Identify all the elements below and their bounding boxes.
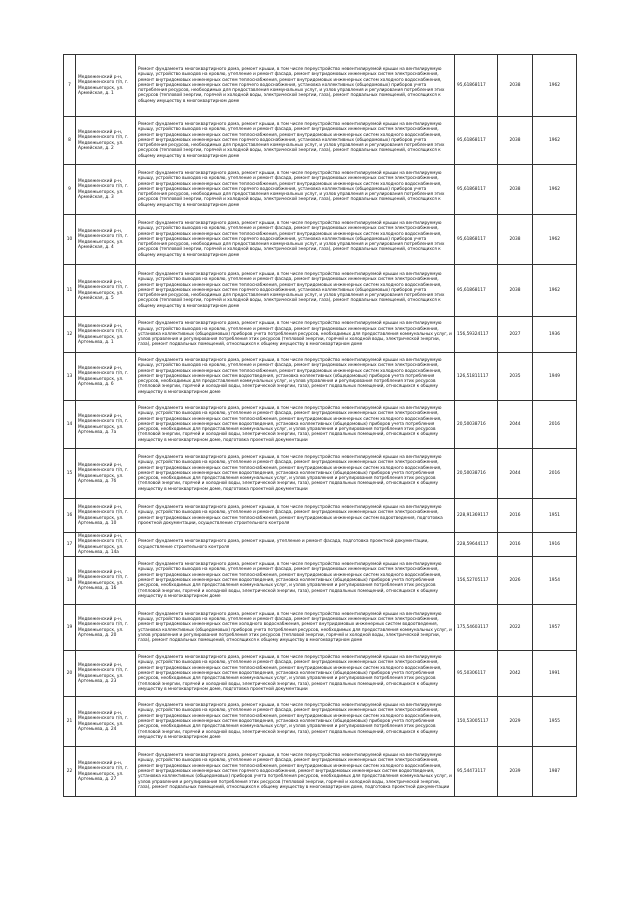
planned-year-cell: 2035 xyxy=(498,353,533,401)
table-row xyxy=(64,651,577,697)
planned-year-cell: 2044 xyxy=(498,449,533,499)
row-number-cell: 16 xyxy=(64,499,76,533)
table-row xyxy=(64,449,577,499)
cost-cell: 95,50306117 xyxy=(455,651,498,697)
cost-cell: 156,52705117 xyxy=(455,557,498,605)
planned-year-cell: 2038 xyxy=(498,55,533,117)
works-list-cell: Ремонт фундамента многоквартирного дома, ремонт крыши, в том числе переустройство невентилируемой крыши на вентилируемую крышу, устройство выходов на кровлю, утепление и ремонт фасада, ремонт внутридомовых инженерных систем электроснабжения, ремонт внутридомовых инженерных систем теплоснабжения, ремонт внутридомовых инженерных систем водоотведения, подготовка проектной документации, осуществление строительного контроля xyxy=(136,499,455,533)
works-list-cell: Ремонт фундамента многоквартирного дома, ремонт крыши, в том числе переустройство невентилируемой крыши на вентилируемую крышу, устройство выходов на кровлю, утепление и ремонт фасада, ремонт внутридомовых инженерных систем электроснабжения, ремонт внутридомовых инженерных систем теплоснабжения, ремонт внутридомовых инженерных систем холодного водоснабжения, ремонт внутридомовых инженерных систем водоотведения, установка коллективных (общедомовых) приборов учета потребления ресурсов, необходимых для предоставления коммунальных услуг, и узлов управления и регулирования потребления этих ресурсов (тепловой энергии, горячей и холодной воды, электрической энергии, газа), ремонт подвальных помещений, относящихся к общему имуществу в многоквартирном доме, подготовка проектной документации xyxy=(136,651,455,697)
row-number-cell: 12 xyxy=(64,317,76,353)
row-number-cell: 7 xyxy=(64,55,76,117)
works-list-cell: Ремонт фундамента многоквартирного дома, ремонт крыши, в том числе переустройство невентилируемой крыши на вентилируемую крышу, устройство выходов на кровлю, утепление и ремонт фасада, ремонт внутридомовых инженерных систем электроснабжения, ремонт внутридомовых инженерных систем теплоснабжения, ремонт внутридомовых инженерных систем холодного водоснабжения, ремонт внутридомовых инженерных систем горячего водоснабжения, установка коллективных (общедомовых) приборов учета потребления ресурсов, необходимых для предоставления коммунальных услуг, и узлов управления и регулирования потребления этих ресурсов (тепловой энергии, горячей и холодной воды, электрической энергии, газа), ремонт подвальных помещений, относящихся к общему имуществу в многоквартирном доме xyxy=(136,265,455,317)
build-year-cell: 1962 xyxy=(533,117,577,165)
row-number-cell: 10 xyxy=(64,215,76,265)
address-cell: Медвеженский р-н, Медвеженского г/п, г. Медвежьегорск, ул. Артемьева, д. 16 xyxy=(76,557,136,605)
works-list-cell: Ремонт фундамента многоквартирного дома, ремонт крыши, в том числе переустройство невентилируемой крыши на вентилируемую крышу, устройство выходов на кровлю, утепление и ремонт фасада, ремонт внутридомовых инженерных систем электроснабжения, ремонт внутридомовых инженерных систем теплоснабжения, ремонт внутридомовых инженерных систем холодного водоснабжения, ремонт внутридомовых инженерных систем горячего водоснабжения, установка коллективных (общедомовых) приборов учета потребления ресурсов, необходимых для предоставления коммунальных услуг, и узлов управления и регулирования потребления этих ресурсов (тепловой энергии, горячей и холодной воды, электрической энергии, газа), ремонт подвальных помещений, относящихся к общему имуществу в многоквартирном доме xyxy=(136,165,455,215)
address-cell: Медвеженский р-н, Медвеженского г/п, г. Медвежьегорск, ул. Армейская, д. 5 xyxy=(76,265,136,317)
build-year-cell: 1936 xyxy=(533,317,577,353)
build-year-cell: 1991 xyxy=(533,651,577,697)
address-cell: Медвеженский р-н, Медвеженского г/п, г. Медвежьегорск, ул. Артемьева, д. 6 xyxy=(76,353,136,401)
row-number-cell: 15 xyxy=(64,449,76,499)
planned-year-cell: 2038 xyxy=(498,117,533,165)
cost-cell: 20,50038716 xyxy=(455,401,498,449)
row-number-cell: 18 xyxy=(64,557,76,605)
table-row xyxy=(64,165,577,215)
planned-year-cell: 2042 xyxy=(498,651,533,697)
address-cell: Медвеженский р-н, Медвеженского г/п, г. Медвежьегорск, ул. Артемьева, д. 23 xyxy=(76,651,136,697)
works-list-cell: Ремонт фундамента многоквартирного дома, ремонт крыши, в том числе переустройство невентилируемой крыши на вентилируемую крышу, устройство выходов на кровлю, утепление и ремонт фасада, ремонт внутридомовых инженерных систем электроснабжения, ремонт внутридомовых инженерных систем теплоснабжения, ремонт внутридомовых инженерных систем холодного водоснабжения, ремонт внутридомовых инженерных систем горячего водоснабжения, установка коллективных (общедомовых) приборов учета потребления ресурсов, необходимых для предоставления коммунальных услуг, и узлов управления и регулирования потребления этих ресурсов (тепловой энергии, горячей и холодной воды, электрической энергии, газа), ремонт подвальных помещений, относящихся к общему имуществу в многоквартирном доме xyxy=(136,215,455,265)
works-list-cell: Ремонт фундамента многоквартирного дома, ремонт крыши, в том числе переустройство невентилируемой крыши на вентилируемую крышу, устройство выходов на кровлю, утепление и ремонт фасада, ремонт внутридомовых инженерных систем электроснабжения, ремонт внутридомовых инженерных систем теплоснабжения, ремонт внутридомовых инженерных систем холодного водоснабжения, ремонт внутридомовых инженерных систем водоотведения, установка коллективных (общедомовых) приборов учета потребления ресурсов, необходимых для предоставления коммунальных услуг, и узлов управления и регулирования потребления этих ресурсов (тепловой энергии, горячей и холодной воды, электрической энергии, газа), ремонт подвальных помещений, относящихся к общему имуществу в многоквартирном доме xyxy=(136,557,455,605)
row-number-cell: 17 xyxy=(64,533,76,557)
works-list-cell: Ремонт фундамента многоквартирного дома, ремонт крыши, в том числе переустройство невентилируемой крыши на вентилируемую крышу, устройство выходов на кровлю, утепление и ремонт фасада, ремонт внутридомовых инженерных систем электроснабжения, ремонт внутридомовых инженерных систем теплоснабжения, ремонт внутридомовых инженерных систем холодного водоснабжения, ремонт внутридомовых инженерных систем горячего водоснабжения, установка коллективных (общедомовых) приборов учета потребления ресурсов, необходимых для предоставления коммунальных услуг, и узлов управления и регулирования потребления этих ресурсов (тепловой энергии, горячей и холодной воды, электрической энергии, газа), ремонт подвальных помещений, относящихся к общему имуществу в многоквартирном доме xyxy=(136,55,455,117)
planned-year-cell: 2038 xyxy=(498,265,533,317)
planned-year-cell: 2044 xyxy=(498,401,533,449)
cost-cell: 95,61868117 xyxy=(455,265,498,317)
planned-year-cell: 2027 xyxy=(498,317,533,353)
planned-year-cell: 2022 xyxy=(498,605,533,651)
build-year-cell: 1955 xyxy=(533,697,577,747)
cost-cell: 126,51811117 xyxy=(455,353,498,401)
table-row xyxy=(64,499,577,533)
row-number-cell: 14 xyxy=(64,401,76,449)
cost-cell: 95,54473117 xyxy=(455,747,498,797)
address-cell: Медвеженский р-н, Медвеженского г/п, г. Медвежьегорск, ул. Армейская, д. 2 xyxy=(76,117,136,165)
build-year-cell: 1962 xyxy=(533,265,577,317)
works-list-cell: Ремонт фундамента многоквартирного дома, ремонт крыши, в том числе переустройство невентилируемой крыши на вентилируемую крышу, устройство выходов на кровлю, утепление и ремонт фасада, ремонт внутридомовых инженерных систем электроснабжения, ремонт внутридомовых инженерных систем теплоснабжения, ремонт внутридомовых инженерных систем холодного водоснабжения, ремонт внутридомовых инженерных систем горячего водоснабжения, ремонт внутридомовых инженерных систем водоотведения, установка коллективных (общедомовых) приборов учета потребления ресурсов, необходимых для предоставления коммунальных услуг, и узлов управления и регулирования потребления этих ресурсов (тепловой энергии, горячей и холодной воды, электрической энергии, газа), ремонт подвальных помещений, относящихся к общему имуществу в многоквартирном доме, подготовка проектной документации xyxy=(136,747,455,797)
cost-cell: 228,91369117 xyxy=(455,499,498,533)
table-row xyxy=(64,215,577,265)
address-cell: Медвеженский р-н, Медвеженского г/п, г. Медвежьегорск, ул. Артемьева, д. 10 xyxy=(76,499,136,533)
row-number-cell: 9 xyxy=(64,165,76,215)
works-list-cell: Ремонт фундамента многоквартирного дома, ремонт крыши, в том числе переустройство невентилируемой крыши на вентилируемую крышу, устройство выходов на кровлю, утепление и ремонт фасада, ремонт внутридомовых инженерных систем электроснабжения, установка коллективных (общедомовых) приборов учета потребления ресурсов, необходимых для предоставления коммунальных услуг, и узлов управления и регулирования потребления этих ресурсов (тепловой энергии, горячей и холодной воды, электрической энергии, газа), ремонт подвальных помещений, относящихся к общему имуществу в многоквартирном доме xyxy=(136,317,455,353)
planned-year-cell: 2029 xyxy=(498,697,533,747)
planned-year-cell: 2016 xyxy=(498,499,533,533)
table-row xyxy=(64,117,577,165)
table-row xyxy=(64,605,577,651)
planned-year-cell: 2026 xyxy=(498,557,533,605)
address-cell: Медвеженский р-н, Медвеженского г/п, г. Медвежьегорск, ул. Армейская, д. 3 xyxy=(76,165,136,215)
address-cell: Медвеженский р-н, Медвеженского г/п, г. Медвежьегорск, ул. Артемьева, д. 14а xyxy=(76,533,136,557)
address-cell: Медвеженский р-н, Медвеженского г/п, г. Медвежьегорск, ул. Артемьева, д. 1 xyxy=(76,317,136,353)
cost-cell: 228,59644117 xyxy=(455,533,498,557)
address-cell: Медвеженский р-н, Медвеженского г/п, г. Медвежьегорск, ул. Армейская, д. 4 xyxy=(76,215,136,265)
row-number-cell: 22 xyxy=(64,747,76,797)
table-row xyxy=(64,401,577,449)
build-year-cell: 1962 xyxy=(533,165,577,215)
build-year-cell: 1949 xyxy=(533,353,577,401)
works-list-cell: Ремонт фундамента многоквартирного дома, ремонт крыши, в том числе переустройство невентилируемой крыши на вентилируемую крышу, устройство выходов на кровлю, утепление и ремонт фасада, ремонт внутридомовых инженерных систем электроснабжения, ремонт внутридомовых инженерных систем теплоснабжения, ремонт внутридомовых инженерных систем холодного водоснабжения, ремонт внутридомовых инженерных систем водоотведения, установка коллективных (общедомовых) приборов учета потребления ресурсов, необходимых для предоставления коммунальных услуг, и узлов управления и регулирования потребления этих ресурсов (тепловой энергии, горячей и холодной воды, электрической энергии, газа), ремонт подвальных помещений, относящихся к общему имуществу в многоквартирном доме xyxy=(136,697,455,747)
build-year-cell: 1954 xyxy=(533,557,577,605)
table-body xyxy=(64,55,577,797)
row-number-cell: 21 xyxy=(64,697,76,747)
cost-cell: 156,59324117 xyxy=(455,317,498,353)
table-row xyxy=(64,353,577,401)
planned-year-cell: 2016 xyxy=(498,533,533,557)
build-year-cell: 1962 xyxy=(533,55,577,117)
planned-year-cell: 2039 xyxy=(498,747,533,797)
cost-cell: 95,61868117 xyxy=(455,165,498,215)
row-number-cell: 19 xyxy=(64,605,76,651)
table-row xyxy=(64,55,577,117)
table-row xyxy=(64,317,577,353)
address-cell: Медвеженский р-н, Медвеженского г/п, г. Медвежьегорск, ул. Артемьева, д. 27 xyxy=(76,747,136,797)
works-list-cell: Ремонт фундамента многоквартирного дома, ремонт крыши, в том числе переустройство невентилируемой крыши на вентилируемую крышу, устройство выходов на кровлю, утепление и ремонт фасада, ремонт внутридомовых инженерных систем электроснабжения, ремонт внутридомовых инженерных систем теплоснабжения, ремонт внутридомовых инженерных систем холодного водоснабжения, ремонт внутридомовых инженерных систем водоотведения, установка коллективных (общедомовых) приборов учета потребления ресурсов, необходимых для предоставления коммунальных услуг, и узлов управления и регулирования потребления этих ресурсов (тепловой энергии, горячей и холодной воды, электрической энергии, газа), ремонт подвальных помещений, относящихся к общему имуществу в многоквартирном доме xyxy=(136,353,455,401)
cost-cell: 20,50038716 xyxy=(455,449,498,499)
cost-cell: 150,53005117 xyxy=(455,697,498,747)
table-row xyxy=(64,697,577,747)
row-number-cell: 11 xyxy=(64,265,76,317)
address-cell: Медвеженский р-н, Медвеженского г/п, г. Медвежьегорск, ул. Артемьева, д. 24 xyxy=(76,697,136,747)
build-year-cell: 1916 xyxy=(533,533,577,557)
works-list-cell: Ремонт фундамента многоквартирного дома, ремонт крыши, в том числе переустройство невентилируемой крыши на вентилируемую крышу, устройство выходов на кровлю, утепление и ремонт фасада, ремонт внутридомовых инженерных систем электроснабжения, ремонт внутридомовых инженерных систем теплоснабжения, ремонт внутридомовых инженерных систем холодного водоснабжения, ремонт внутридомовых инженерных систем горячего водоснабжения, установка коллективных (общедомовых) приборов учета потребления ресурсов, необходимых для предоставления коммунальных услуг, и узлов управления и регулирования потребления этих ресурсов (тепловой энергии, горячей и холодной воды, электрической энергии, газа), ремонт подвальных помещений, относящихся к общему имуществу в многоквартирном доме xyxy=(136,117,455,165)
works-list-cell: Ремонт фундамента многоквартирного дома, ремонт крыши, в том числе переустройство невентилируемой крыши на вентилируемую крышу, устройство выходов на кровлю, утепление и ремонт фасада, ремонт внутридомовых инженерных систем электроснабжения, ремонт внутридомовых инженерных систем холодного водоснабжения, ремонт внутридомовых инженерных систем водоотведения, установка коллективных (общедомовых) приборов учета потребления ресурсов, необходимых для предоставления коммунальных услуг, и узлов управления и регулирования потребления этих ресурсов (тепловой энергии, горячей и холодной воды, электрической энергии, газа), ремонт подвальных помещений, относящихся к общему имуществу в многоквартирном доме xyxy=(136,605,455,651)
table-row xyxy=(64,557,577,605)
table-row xyxy=(64,265,577,317)
works-list-cell: Ремонт фундамента многоквартирного дома, ремонт крыши, в том числе переустройство невентилируемой крыши на вентилируемую крышу, устройство выходов на кровлю, утепление и ремонт фасада, ремонт внутридомовых инженерных систем электроснабжения, ремонт внутридомовых инженерных систем теплоснабжения, ремонт внутридомовых инженерных систем холодного водоснабжения, ремонт внутридомовых инженерных систем водоотведения, установка коллективных (общедомовых) приборов учета потребления ресурсов, необходимых для предоставления коммунальных услуг, и узлов управления и регулирования потребления этих ресурсов (тепловой энергии, горячей и холодной воды, электрической энергии, газа), ремонт подвальных помещений, относящихся к общему имуществу в многоквартирном доме, подготовка проектной документации xyxy=(136,401,455,449)
cost-cell: 175,54603117 xyxy=(455,605,498,651)
table-row xyxy=(64,533,577,557)
planned-year-cell: 2038 xyxy=(498,165,533,215)
works-list-cell: Ремонт фундамента многоквартирного дома, ремонт крыши, утепление и ремонт фасада, подготовка проектной документации, осуществление строительного контроля xyxy=(136,533,455,557)
cost-cell: 95,61868117 xyxy=(455,117,498,165)
address-cell: Медвеженский р-н, Медвеженского г/п, г. Медвежьегорск, ул. Артемьева, д. 20 xyxy=(76,605,136,651)
build-year-cell: 2016 xyxy=(533,449,577,499)
address-cell: Медвеженский р-н, Медвеженского г/п, г. Медвежьегорск, ул. Артемьева, д. 7а xyxy=(76,401,136,449)
build-year-cell: 1951 xyxy=(533,499,577,533)
row-number-cell: 13 xyxy=(64,353,76,401)
build-year-cell: 1962 xyxy=(533,215,577,265)
works-list-cell: Ремонт фундамента многоквартирного дома, ремонт крыши, в том числе переустройство невентилируемой крыши на вентилируемую крышу, устройство выходов на кровлю, утепление и ремонт фасада, ремонт внутридомовых инженерных систем электроснабжения, ремонт внутридомовых инженерных систем теплоснабжения, ремонт внутридомовых инженерных систем холодного водоснабжения, ремонт внутридомовых инженерных систем водоотведения, установка коллективных (общедомовых) приборов учета потребления ресурсов, необходимых для предоставления коммунальных услуг, и узлов управления и регулирования потребления этих ресурсов (тепловой энергии, горячей и холодной воды, электрической энергии, газа), ремонт подвальных помещений, относящихся к общему имуществу в многоквартирном доме, подготовка проектной документации xyxy=(136,449,455,499)
build-year-cell: 1957 xyxy=(533,605,577,651)
build-year-cell: 2016 xyxy=(533,401,577,449)
address-cell: Медвеженский р-н, Медвеженского г/п, г. Медвежьегорск, ул. Артемьева, д. 7б xyxy=(76,449,136,499)
address-cell: Медвеженский р-н, Медвеженского г/п, г. Медвежьегорск, ул. Армейская, д. 1 xyxy=(76,55,136,117)
row-number-cell: 20 xyxy=(64,651,76,697)
cost-cell: 95,61868117 xyxy=(455,55,498,117)
planned-year-cell: 2038 xyxy=(498,215,533,265)
row-number-cell: 8 xyxy=(64,117,76,165)
build-year-cell: 1987 xyxy=(533,747,577,797)
capital-repair-table xyxy=(63,54,577,797)
cost-cell: 95,61868117 xyxy=(455,215,498,265)
table-row xyxy=(64,747,577,797)
